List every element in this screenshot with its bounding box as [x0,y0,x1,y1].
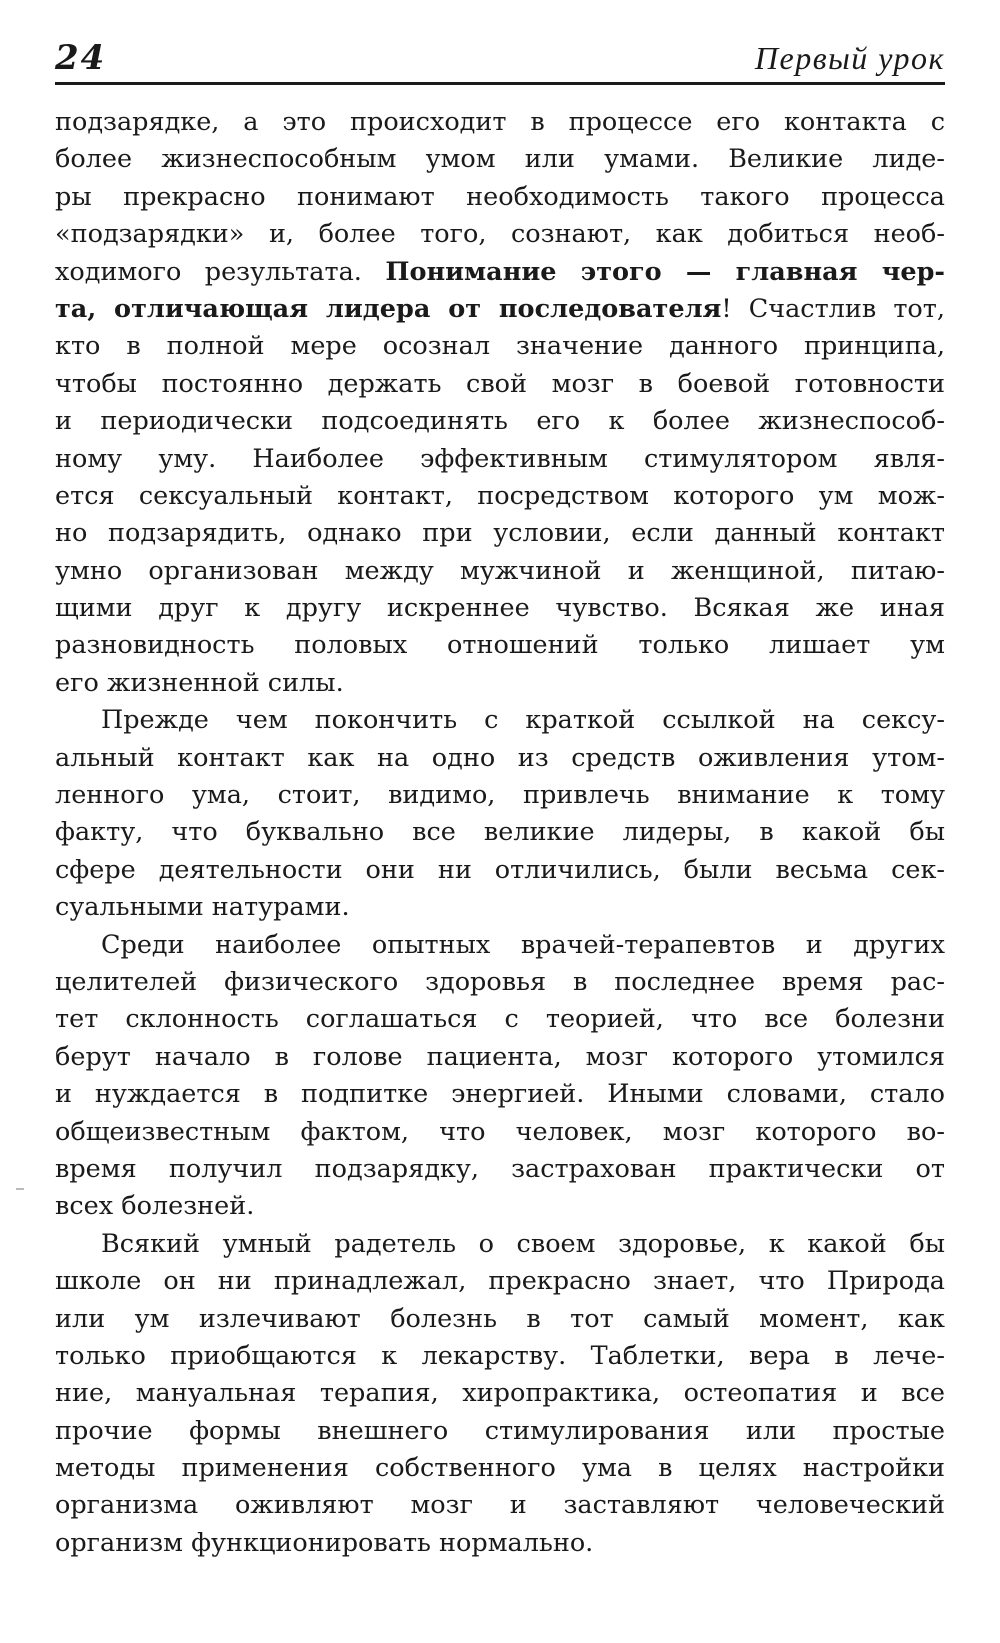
text-line: щими друг к другу искреннее чувство. Всякая же иная [55,593,945,624]
text-line: его жизненной силы. [55,667,344,698]
text-line: Прежде чем покончить с краткой ссылкой на сексу- [101,705,945,736]
text-line: школе он ни принадлежал, прекрасно знает, что Природа [55,1266,945,1297]
plain-text: ! Счастлив тот, [721,293,945,324]
text-line: и периодически подсоединять его к более жизнеспособ- [55,406,945,437]
running-title: Первый урок [754,40,945,76]
bold-text: Понимание этого — главная чер- [385,256,945,287]
bold-text: та, отличающая лидера от последователя [55,293,722,324]
text-line: умно организован между мужчиной и женщиной, питаю- [55,555,945,586]
text-line: ному уму. Наиболее эффективным стимулятором явля- [55,443,945,474]
text-line: ленного ума, стоит, видимо, привлечь внимание к тому [55,780,945,811]
text-line: чтобы постоянно держать свой мозг в боевой готовности [55,368,945,399]
text-line: Среди наиболее опытных врачей-терапевтов и других [101,929,945,960]
text-line: всех болезней. [55,1191,255,1222]
text-line: организма оживляют мозг и заставляют человеческий [55,1490,945,1521]
text-line: тет склонность соглашаться с теорией, что все болезни [55,1004,945,1035]
text-line: или ум излечивают болезнь в тот самый момент, как [55,1303,945,1334]
paragraph [55,1226,945,1563]
plain-text: ходимого результата. [55,256,386,287]
text-line: берут начало в голове пациента, мозг которого утомился [55,1041,945,1072]
text-line: организм функционировать нормально. [55,1527,594,1558]
text-line: только приобщаются к лекарству. Таблетки, вера в лече- [55,1340,945,1371]
text-line: общеизвестным фактом, что человек, мозг которого во- [55,1116,945,1147]
text-line: факту, что буквально все великие лидеры, в какой бы [55,817,945,848]
text-line: Всякий умный радетель о своем здоровье, к какой бы [101,1228,945,1259]
text-line: время получил подзарядку, застрахован практически от [55,1153,945,1184]
text-line: альный контакт как на одно из средств оживления утом- [55,742,945,773]
text-line: сфере деятельности они ни отличились, были весьма сек- [55,854,945,885]
header-rule [55,82,945,85]
text-line: методы применения собственного ума в целях настройки [55,1453,945,1484]
text-line [55,254,945,291]
text-line: целителей физического здоровья в последнее время рас- [55,966,945,997]
text-line: ние, мануальная терапия, хиропрактика, остеопатия и все [55,1378,945,1409]
paragraph [55,104,945,702]
text-line: и нуждается в подпитке энергией. Иными словами, стало [55,1079,945,1110]
text-line: разновидность половых отношений только лишает ум [55,630,945,661]
text-line: ется сексуальный контакт, посредством которого ум мож- [55,480,945,511]
body-text [55,104,945,1562]
paragraph [55,702,945,926]
text-line: ры прекрасно понимают необходимость такого процесса [55,181,945,212]
page-header [55,36,945,80]
text-line: «подзарядки» и, более того, сознают, как добиться необ- [55,219,945,250]
paragraph [55,927,945,1226]
text-line: кто в полной мере осознал значение данного принципа, [55,331,945,362]
text-line [55,291,945,328]
margin-mark [16,1188,24,1190]
page-number: 24 [55,38,107,78]
text-line: прочие формы внешнего стимулирования или простые [55,1415,945,1446]
text-line: но подзарядить, однако при условии, если данный контакт [55,518,945,549]
text-line: более жизнеспособным умом или умами. Великие лиде- [55,144,945,175]
text-line: подзарядке, а это происходит в процессе его контакта с [55,107,945,137]
text-line: суальными натурами. [55,892,350,923]
